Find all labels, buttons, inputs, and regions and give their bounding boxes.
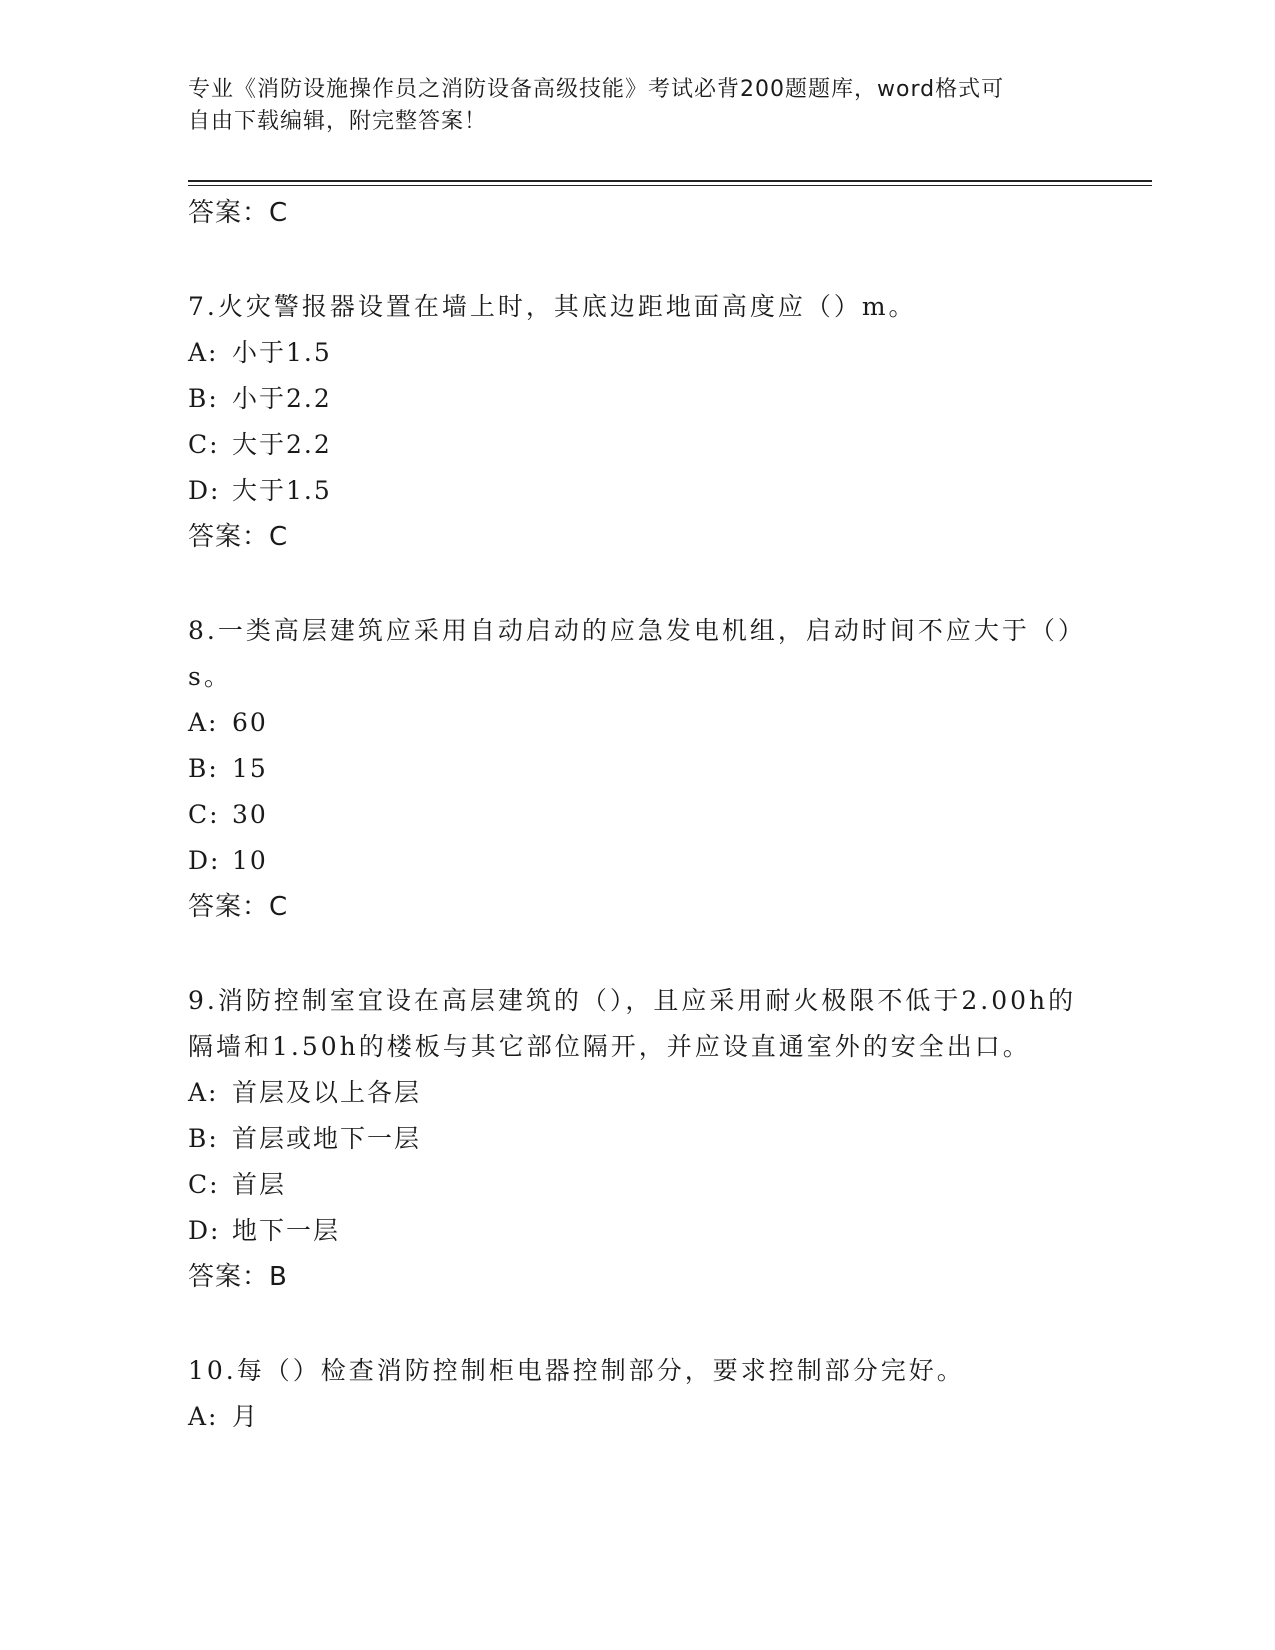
header-divider-thick [188,180,1152,182]
option-key: A: [188,1078,219,1107]
answer-line: 答案：B [188,1262,288,1292]
option-key: D: [188,1216,221,1245]
header-line-1: 专业《消防设施操作员之消防设备高级技能》考试必背200题题库，word格式可 [188,77,1005,102]
answer-line: 答案：C [188,198,289,228]
option-c [188,422,1088,468]
option-key: D: [188,476,221,505]
option-key: A: [188,708,219,737]
option-key: D: [188,846,221,875]
option-text: 60 [232,708,268,737]
question-7 [188,284,1088,560]
document-header [188,74,1088,138]
option-a [188,330,1088,376]
option-c [188,1162,1088,1208]
option-text: 小于2.2 [232,384,332,413]
option-key: A: [188,338,219,367]
option-a [188,700,1088,746]
question-8 [188,608,1088,930]
option-key: B: [188,754,219,783]
option-a [188,1070,1088,1116]
question-stem: 10.每（）检查消防控制柜电器控制部分，要求控制部分完好。 [188,1356,965,1385]
option-text: 15 [232,754,268,783]
option-c [188,792,1088,838]
option-key: B: [188,1124,219,1153]
question-10 [188,1348,1088,1440]
option-b [188,1116,1088,1162]
header-divider-thin [188,185,1152,186]
option-text: 小于1.5 [232,338,332,367]
option-text: 地下一层 [232,1216,341,1245]
option-text: 30 [232,800,268,829]
option-text: 月 [232,1402,260,1431]
option-b [188,746,1088,792]
option-key: C: [188,800,220,829]
question-stem: 8.一类高层建筑应采用自动启动的应急发电机组，启动时间不应大于（）s。 [188,616,1086,691]
option-d [188,1208,1088,1254]
option-text: 大于1.5 [232,476,332,505]
option-text: 10 [232,846,268,875]
option-key: C: [188,1170,220,1199]
question-stem: 7.火灾警报器设置在墙上时，其底边距地面高度应（）m。 [188,292,917,321]
option-d [188,838,1088,884]
document-body [188,190,1088,1440]
question-9 [188,978,1088,1300]
header-line-2: 自由下载编辑，附完整答案！ [188,109,488,134]
option-text: 首层 [232,1170,287,1199]
option-d [188,468,1088,514]
option-text: 首层或地下一层 [232,1124,422,1153]
option-key: B: [188,384,219,413]
answer-line: 答案：C [188,522,289,552]
question-stem: 9.消防控制室宜设在高层建筑的（），且应采用耐火极限不低于2.00h的隔墙和1.50h的楼板与其它部位隔开，并应设直通室外的安全出口。 [188,986,1077,1061]
option-key: A: [188,1402,219,1431]
option-key: C: [188,430,220,459]
answer-line: 答案：C [188,892,289,922]
option-text: 首层及以上各层 [232,1078,422,1107]
option-b [188,376,1088,422]
option-a [188,1394,1088,1440]
option-text: 大于2.2 [232,430,332,459]
